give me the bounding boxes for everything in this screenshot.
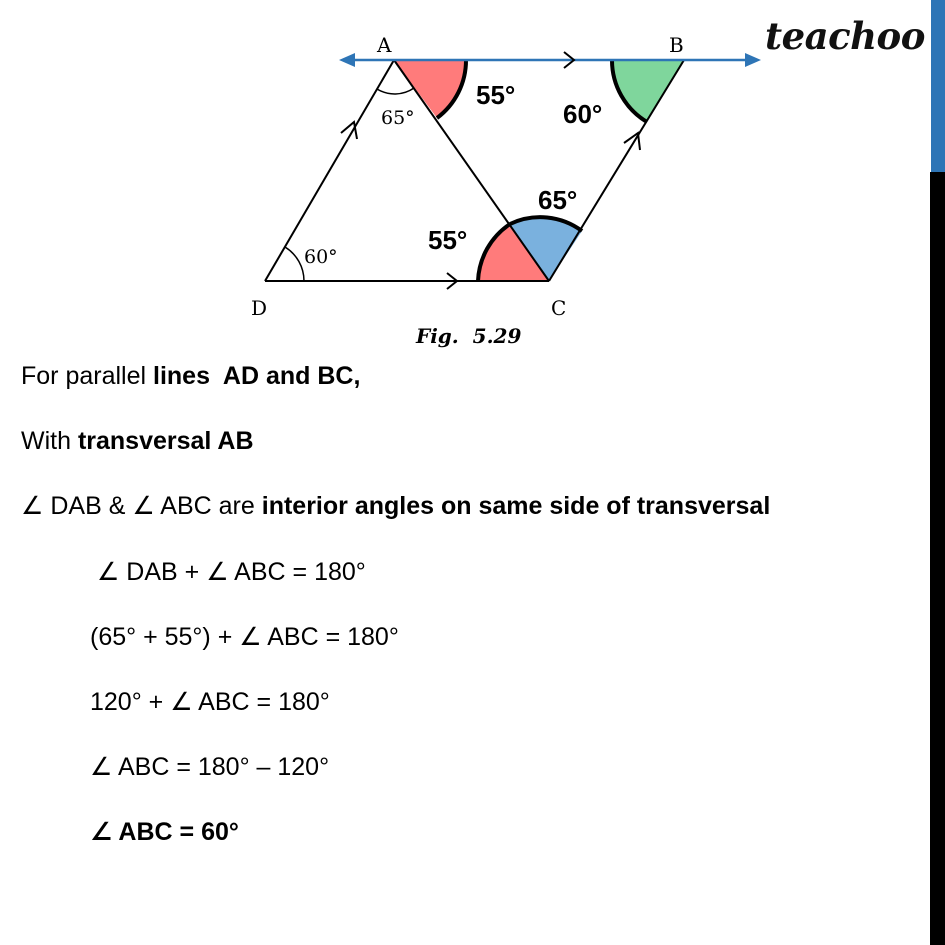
small-angle-label-a: 65° [381, 107, 415, 129]
angle-sector-green-at-b [612, 60, 684, 122]
line-ab-arrow-left [339, 53, 355, 67]
text-line-4: ∠ DAB + ∠ ABC = 180° [90, 558, 366, 586]
angle-label-green-b: 60° [563, 99, 603, 129]
parallel-mark-cb [624, 133, 640, 150]
text-line-6: 120° + ∠ ABC = 180° [90, 688, 330, 716]
text-line-2-plain: With [21, 427, 78, 455]
angle-label-blue-c: 65° [538, 185, 578, 215]
text-line-2-bold: transversal AB [77, 427, 254, 455]
angle-label-red-a: 55° [476, 80, 516, 110]
small-arc-at-a [377, 88, 414, 94]
text-line-3 [21, 491, 770, 521]
vertex-label-c: C [551, 296, 567, 320]
text-line-1-plain: For parallel [21, 362, 153, 390]
vertex-label-d: D [251, 296, 268, 320]
final-answer: ∠ ABC = 60° [90, 818, 239, 846]
text-line-8-answer [90, 817, 239, 847]
text-line-1-bold: lines AD and BC, [153, 362, 361, 390]
side-strip-black [930, 172, 945, 945]
small-angle-label-d: 60° [304, 246, 338, 268]
text-line-5: (65° + 55°) + ∠ ABC = 180° [90, 623, 399, 651]
side-strip-blue [931, 0, 945, 172]
text-line-3-plain: ∠ DAB & ∠ ABC are [21, 492, 262, 520]
small-arc-at-d [285, 247, 304, 281]
edge-cb [549, 60, 684, 281]
teachoo-logo: teachoo [765, 14, 925, 58]
vertex-label-a: A [377, 33, 392, 57]
text-line-7: ∠ ABC = 180° – 120° [90, 753, 330, 781]
text-line-2 [21, 427, 254, 456]
edge-ac [394, 60, 549, 281]
text-line-3-bold: interior angles on same side of transversal [261, 492, 771, 520]
geometry-figure [0, 0, 930, 350]
angle-label-red-c: 55° [428, 225, 468, 255]
line-ab-arrow-right [745, 53, 761, 67]
figure-caption: Fig. 5.29 [416, 324, 522, 348]
text-line-1 [21, 362, 360, 391]
vertex-label-b: B [669, 33, 684, 57]
